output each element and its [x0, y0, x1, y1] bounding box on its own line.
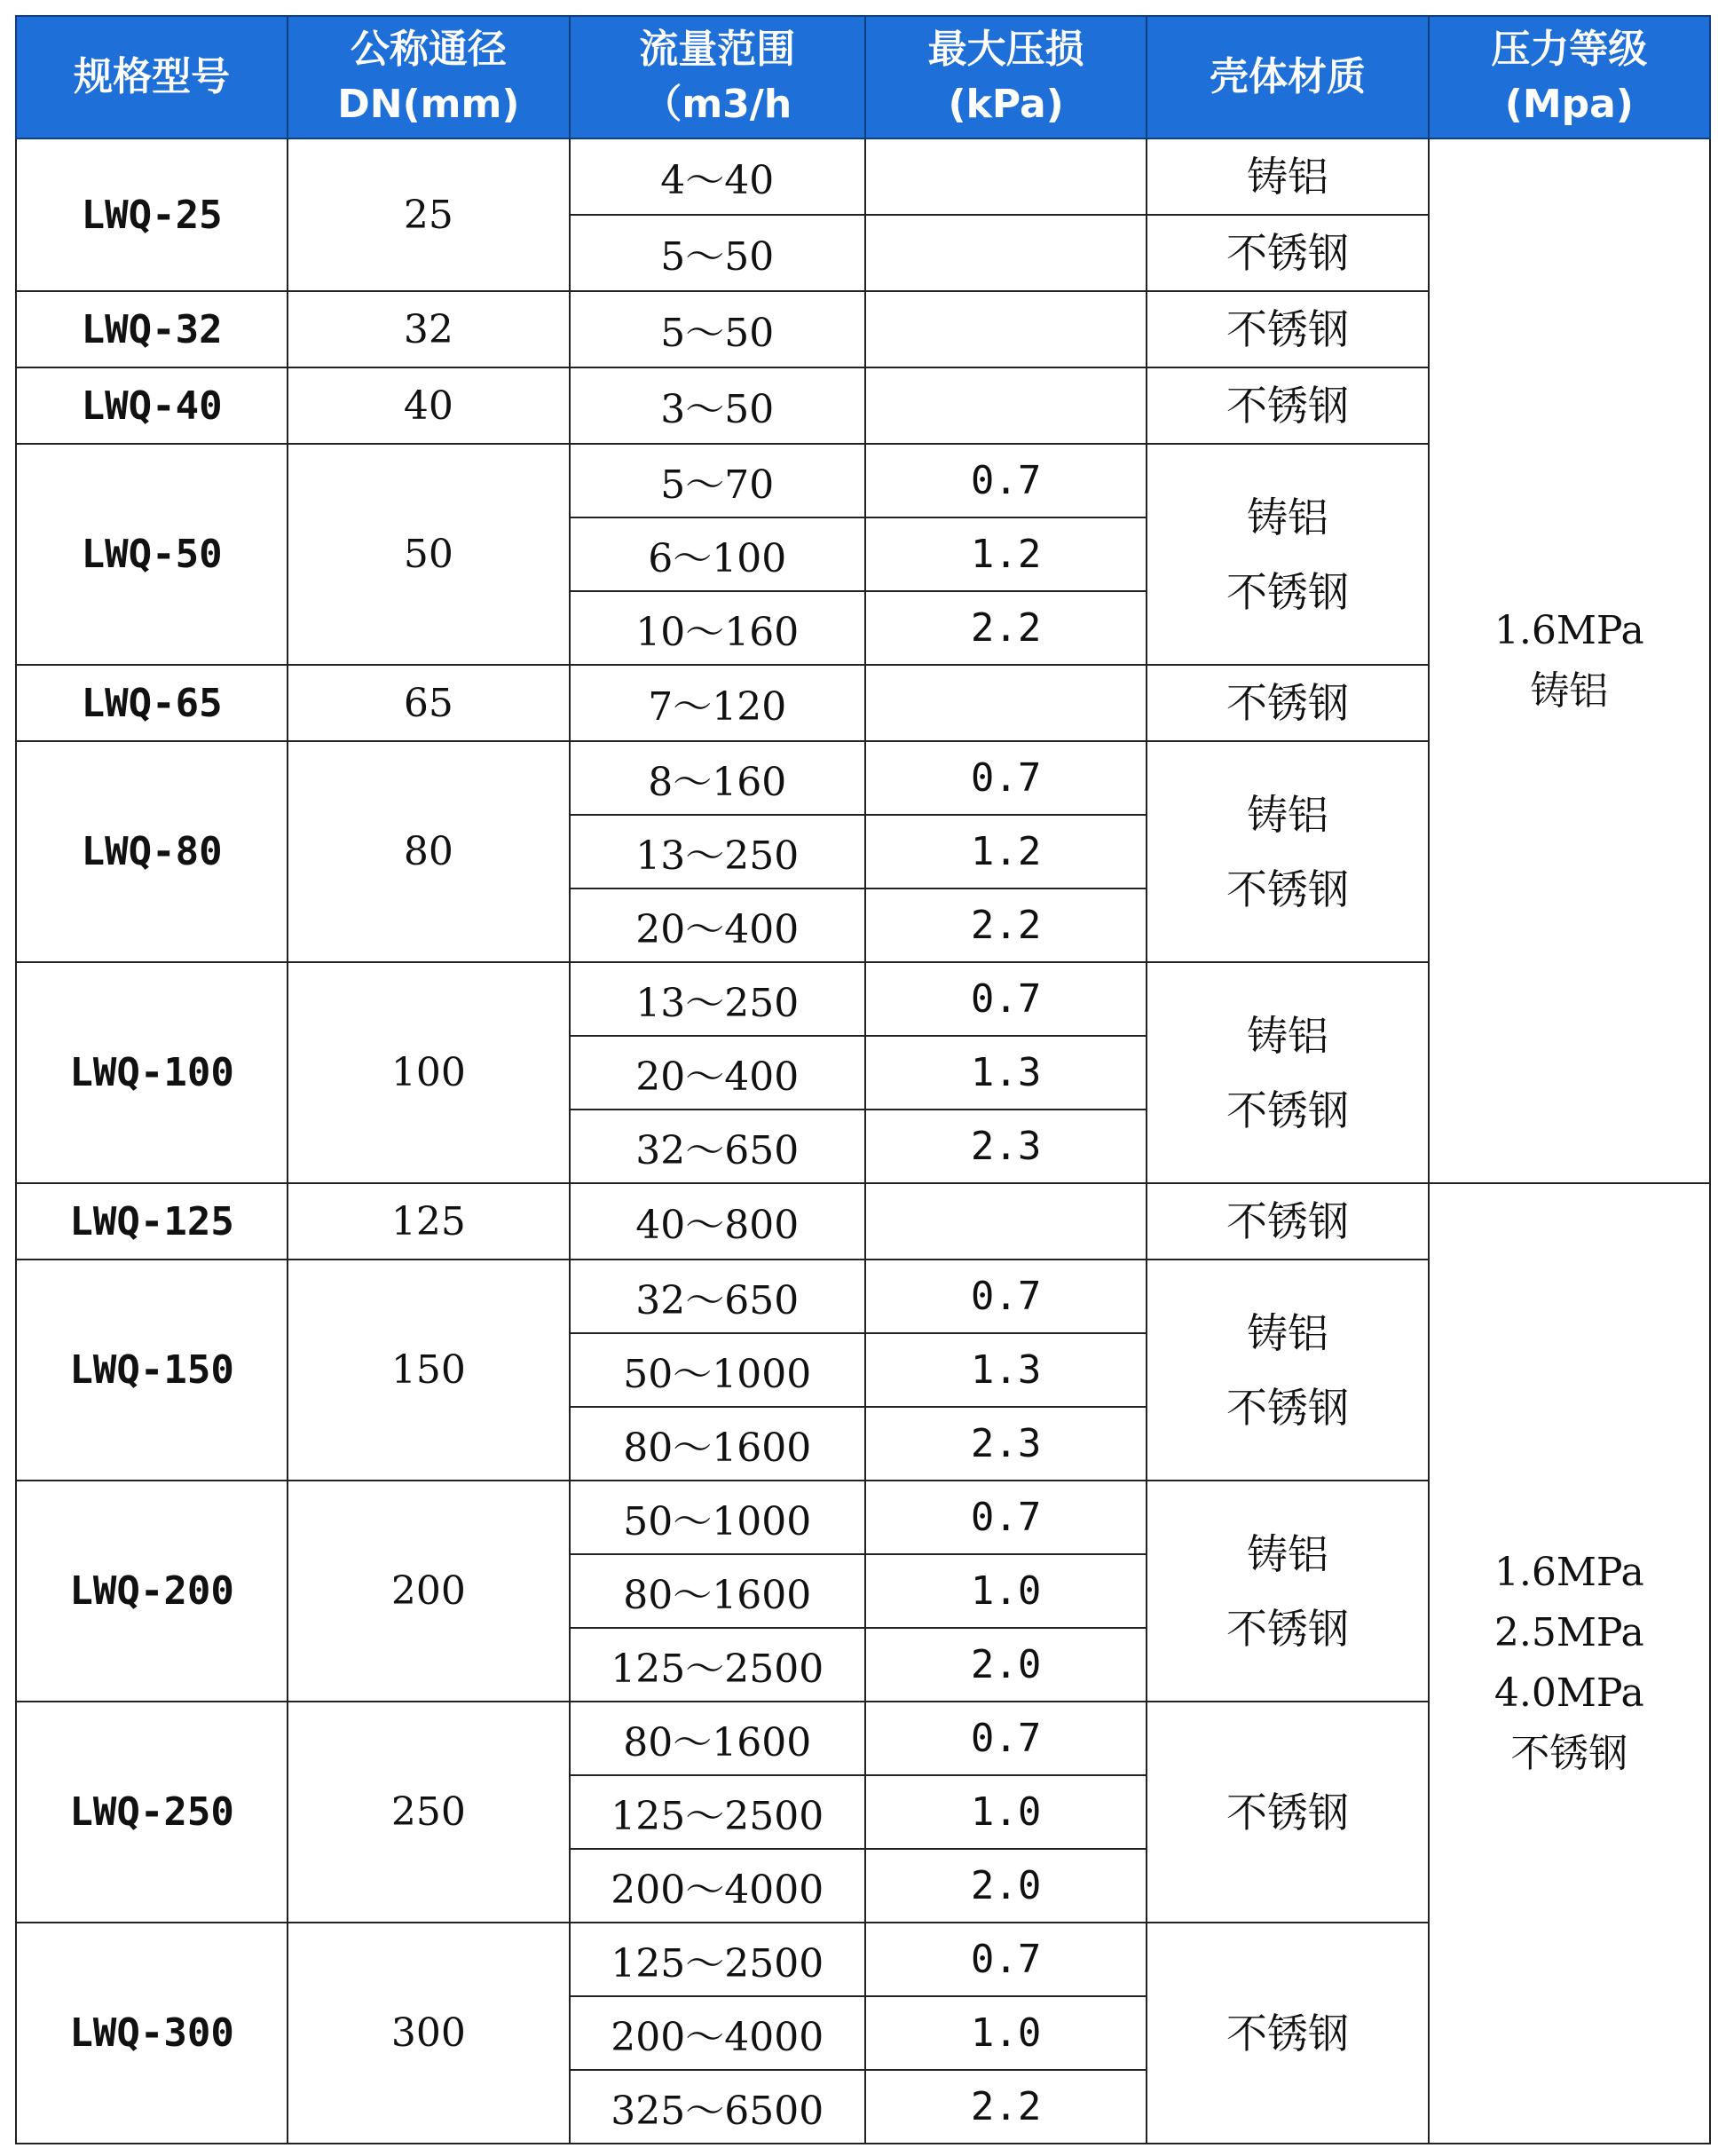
- material-cell: 不锈钢: [1147, 215, 1428, 291]
- header-cell-model: 规格型号: [16, 16, 288, 138]
- header-cell-loss: 最大压损 (kPa): [865, 16, 1147, 138]
- header-row: [16, 16, 1710, 138]
- material-line: 不锈钢: [1226, 2009, 1349, 2057]
- dn-cell: 80: [288, 741, 569, 962]
- flow-range-cell: 7～120: [570, 665, 865, 741]
- pressure-loss-cell: 2.0: [865, 1849, 1147, 1923]
- pressure-loss-cell: 1.2: [865, 815, 1147, 888]
- flow-range-cell: 5～50: [570, 291, 865, 367]
- material-cell: [1147, 1923, 1428, 2144]
- model-cell: LWQ-100: [16, 962, 288, 1183]
- pressure-class-line: 不锈钢: [1510, 1731, 1628, 1776]
- model-cell: LWQ-50: [16, 444, 288, 665]
- table-body: [16, 138, 1710, 2144]
- pressure-loss-cell: 1.0: [865, 1775, 1147, 1849]
- pressure-loss-cell: 0.7: [865, 444, 1147, 517]
- material-cell: [1147, 1260, 1428, 1481]
- pressure-loss-cell: 1.0: [865, 1996, 1147, 2070]
- table-header: [16, 16, 1710, 138]
- flow-range-cell: 80～1600: [570, 1407, 865, 1481]
- pressure-class-line: 4.0MPa: [1494, 1670, 1644, 1716]
- flow-range-cell: 200～4000: [570, 1849, 865, 1923]
- model-cell: LWQ-40: [16, 367, 288, 444]
- pressure-loss-cell: 1.3: [865, 1036, 1147, 1110]
- pressure-loss-cell: 0.7: [865, 1923, 1147, 1996]
- pressure-class-line: 2.5MPa: [1494, 1610, 1644, 1655]
- pressure-loss-cell: 0.7: [865, 1702, 1147, 1775]
- flow-range-cell: 10～160: [570, 591, 865, 665]
- header-cell-flow: 流量范围 （m3/h: [570, 16, 865, 138]
- pressure-class-line: 1.6MPa: [1494, 1550, 1644, 1595]
- material-line: 铸铝: [1246, 1011, 1328, 1060]
- pressure-loss-cell: 1.0: [865, 1554, 1147, 1628]
- flow-range-cell: 50～1000: [570, 1481, 865, 1554]
- material-cell: [1147, 962, 1428, 1183]
- flow-range-cell: 32～650: [570, 1110, 865, 1183]
- pressure-loss-cell: 1.3: [865, 1333, 1147, 1407]
- material-cell: [1147, 1702, 1428, 1923]
- model-cell: LWQ-300: [16, 1923, 288, 2144]
- material-line: 铸铝: [1246, 1308, 1328, 1357]
- material-line: 不锈钢: [1226, 865, 1349, 913]
- pressure-loss-cell: [865, 215, 1147, 291]
- material-line: 不锈钢: [1226, 567, 1349, 616]
- model-cell: LWQ-25: [16, 138, 288, 291]
- pressure-class-cell: [1429, 1183, 1710, 2144]
- flow-range-cell: 20～400: [570, 888, 865, 962]
- model-cell: LWQ-65: [16, 665, 288, 741]
- flow-range-cell: 4～40: [570, 138, 865, 215]
- pressure-loss-cell: [865, 1183, 1147, 1260]
- pressure-loss-cell: 0.7: [865, 1260, 1147, 1333]
- material-cell: 不锈钢: [1147, 665, 1428, 741]
- pressure-loss-cell: 2.3: [865, 1407, 1147, 1481]
- material-line: 不锈钢: [1226, 1604, 1349, 1653]
- flow-range-cell: 6～100: [570, 517, 865, 591]
- flow-range-cell: 200～4000: [570, 1996, 865, 2070]
- dn-cell: 300: [288, 1923, 569, 2144]
- flow-range-cell: 20～400: [570, 1036, 865, 1110]
- flow-range-cell: 13～250: [570, 815, 865, 888]
- material-cell: 不锈钢: [1147, 367, 1428, 444]
- pressure-loss-cell: 2.3: [865, 1110, 1147, 1183]
- material-line: 不锈钢: [1226, 1086, 1349, 1134]
- flow-range-cell: 125～2500: [570, 1775, 865, 1849]
- model-cell: LWQ-200: [16, 1481, 288, 1702]
- dn-cell: 150: [288, 1260, 569, 1481]
- dn-cell: 50: [288, 444, 569, 665]
- pressure-class-line: 铸铝: [1530, 667, 1609, 714]
- pressure-loss-cell: 2.0: [865, 1628, 1147, 1702]
- material-line: 不锈钢: [1226, 1788, 1349, 1836]
- material-cell: [1147, 444, 1428, 665]
- dn-cell: 125: [288, 1183, 569, 1260]
- pressure-loss-cell: 2.2: [865, 2070, 1147, 2144]
- pressure-loss-cell: 0.7: [865, 1481, 1147, 1554]
- flow-range-cell: 8～160: [570, 741, 865, 815]
- flow-range-cell: 50～1000: [570, 1333, 865, 1407]
- dn-cell: 32: [288, 291, 569, 367]
- flow-range-cell: 125～2500: [570, 1628, 865, 1702]
- pressure-loss-cell: [865, 138, 1147, 215]
- header-cell-pressure: 压力等级 (Mpa): [1429, 16, 1710, 138]
- material-line: 铸铝: [1246, 493, 1328, 541]
- material-cell: 不锈钢: [1147, 1183, 1428, 1260]
- pressure-loss-cell: [865, 665, 1147, 741]
- pressure-loss-cell: 0.7: [865, 962, 1147, 1036]
- table-row: [16, 138, 1710, 215]
- flow-range-cell: 13～250: [570, 962, 865, 1036]
- pressure-loss-cell: [865, 367, 1147, 444]
- material-line: 铸铝: [1246, 1529, 1328, 1578]
- material-cell: [1147, 1481, 1428, 1702]
- dn-cell: 40: [288, 367, 569, 444]
- material-line: 不锈钢: [1226, 1383, 1349, 1432]
- model-cell: LWQ-250: [16, 1702, 288, 1923]
- material-line: 铸铝: [1246, 790, 1328, 839]
- flow-range-cell: 40～800: [570, 1183, 865, 1260]
- table-row: [16, 1183, 1710, 1260]
- pressure-loss-cell: 0.7: [865, 741, 1147, 815]
- pressure-loss-cell: 1.2: [865, 517, 1147, 591]
- flow-range-cell: 3～50: [570, 367, 865, 444]
- dn-cell: 250: [288, 1702, 569, 1923]
- flow-range-cell: 325～6500: [570, 2070, 865, 2144]
- header-cell-dn: 公称通径 DN(mm): [288, 16, 569, 138]
- pressure-loss-cell: [865, 291, 1147, 367]
- material-cell: 不锈钢: [1147, 291, 1428, 367]
- flow-range-cell: 125～2500: [570, 1923, 865, 1996]
- flow-range-cell: 32～650: [570, 1260, 865, 1333]
- model-cell: LWQ-125: [16, 1183, 288, 1260]
- material-cell: [1147, 741, 1428, 962]
- model-cell: LWQ-80: [16, 741, 288, 962]
- header-cell-material: 壳体材质: [1147, 16, 1428, 138]
- pressure-loss-cell: 2.2: [865, 591, 1147, 665]
- flow-range-cell: 80～1600: [570, 1554, 865, 1628]
- spec-table: [15, 15, 1711, 2144]
- pressure-class-line: 1.6MPa: [1494, 607, 1644, 653]
- model-cell: LWQ-32: [16, 291, 288, 367]
- flow-range-cell: 5～70: [570, 444, 865, 517]
- pressure-class-cell: [1429, 138, 1710, 1183]
- dn-cell: 200: [288, 1481, 569, 1702]
- model-cell: LWQ-150: [16, 1260, 288, 1481]
- material-cell: 铸铝: [1147, 138, 1428, 215]
- dn-cell: 100: [288, 962, 569, 1183]
- dn-cell: 25: [288, 138, 569, 291]
- flow-range-cell: 80～1600: [570, 1702, 865, 1775]
- dn-cell: 65: [288, 665, 569, 741]
- pressure-loss-cell: 2.2: [865, 888, 1147, 962]
- flow-range-cell: 5～50: [570, 215, 865, 291]
